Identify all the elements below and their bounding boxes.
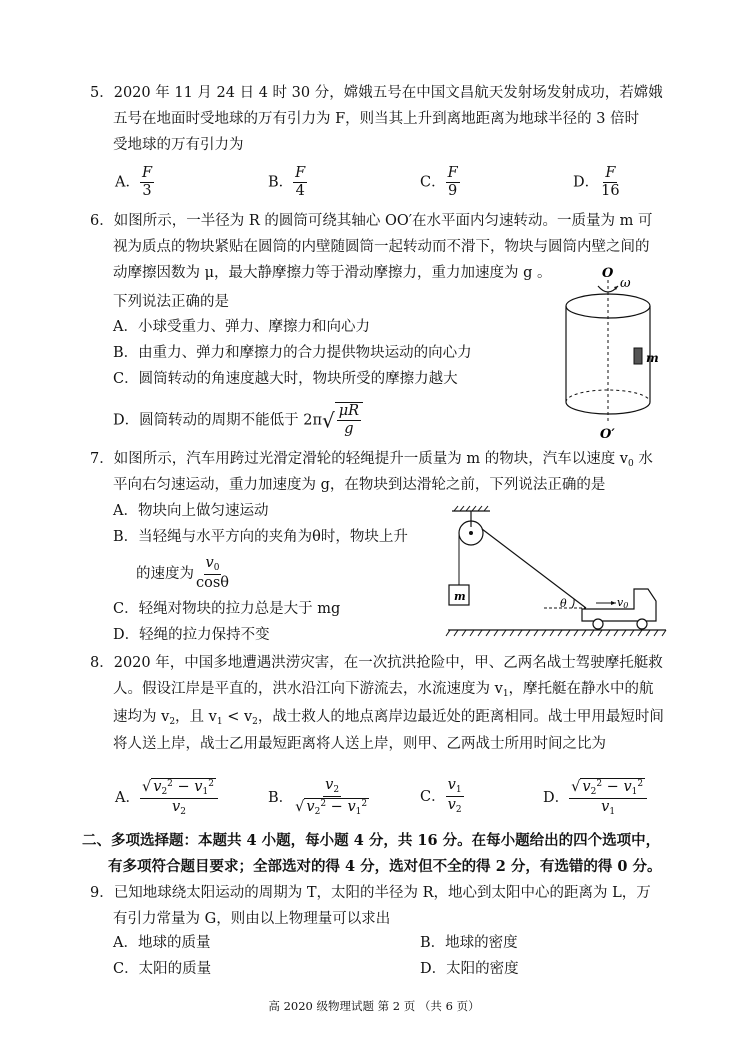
q9-option-a: A．地球的质量 (113, 935, 211, 951)
q8-line1: 8．2020 年，中国多地遭遇洪涝灾害，在一次抗洪抢险中，甲、乙两名战士驾驶摩托艇救 (90, 655, 663, 671)
q6-option-b: B．由重力、弹力和摩擦力的合力提供物块运动的向心力 (113, 345, 472, 361)
q7-option-a: A．物块向上做匀速运动 (113, 503, 269, 519)
q7-fig-label-m: m (454, 590, 466, 603)
q6-line4: 下列说法正确的是 (113, 294, 229, 310)
q5-option-d: D． $\frac{F}{16}$ (573, 165, 620, 200)
q9-line2: 有引力常量为 G，则由以上物理量可以求出 (113, 911, 391, 927)
q7-line1: 7．如图所示，汽车用跨过光滑定滑轮的轻绳提升一质量为 m 的物块，汽车以速度 $v_0$ 水 (90, 451, 653, 469)
q7-fig-label-theta: θ (560, 597, 567, 610)
section2-heading-line2: 有多项符合题目要求；全部选对的得 4 分，选对但不全的得 2 分，有选错的得 0 分。 (108, 858, 662, 875)
q9-option-c: C．太阳的质量 (113, 961, 212, 977)
q6-number: 6． (90, 213, 114, 229)
q5-number: 5． (90, 85, 114, 101)
q6-cylinder-figure (558, 262, 668, 442)
q7-rope (482, 529, 586, 608)
q9-number: 9． (90, 885, 114, 901)
q8-option-c: C． $\frac{v_1}{v_2}$ (420, 777, 462, 816)
q8-line4: 将人送上岸，战士乙用最短距离将人送上岸，则甲、乙两战士所用时间之比为 (113, 736, 606, 752)
q9-line1: 9．已知地球绕太阳运动的周期为 T，太阳的半径为 R，地心到太阳中心的距离为 L，万 (90, 885, 651, 901)
q9-option-d: D．太阳的密度 (420, 961, 519, 977)
section2-heading-line1: 二、多项选择题：本题共 4 小题，每小题 4 分，共 16 分。在每小题给出的四个选项中， (82, 832, 661, 849)
q8-option-d: D． $\frac{√ v_2^2 - v_1^2}{v_1}$ (543, 778, 647, 818)
q6-fig-label-o-prime: O′ (600, 427, 615, 442)
q6-line1: 6．如图所示，一半径为 R 的圆筒可绕其轴心 OO′在水平面内匀速转动。一质量为 m 可 (90, 213, 653, 229)
q5-line3: 受地球的万有引力为 (113, 137, 244, 153)
q8-option-a: A． $\frac{√ v_2^2 - v_1^2}{v_2}$ (115, 778, 218, 818)
q6-option-d: D．圆筒转动的周期不能低于 2π√ $\frac{\mu R}{g}$ (113, 402, 363, 437)
q5-line2: 五号在地面时受地球的万有引力为 F，则当其上升到离地距离为地球半径的 3 倍时 (113, 111, 640, 127)
q6-fig-label-o: O (602, 266, 614, 281)
q6-fig-label-m: m (646, 351, 659, 365)
q5-option-a: A． $\frac{F}{3}$ (115, 165, 153, 200)
q8-option-b: B． $\frac{v_2}{√ v_2^2 - v_1^2}$ (268, 777, 368, 818)
q5-option-c: C． $\frac{F}{9}$ (420, 165, 458, 200)
q7-option-c: C．轻绳对物块的拉力总是大于 mg (113, 601, 341, 617)
q7-option-b-line1: B．当轻绳与水平方向的夹角为θ时，物块上升 (113, 529, 408, 545)
q7-option-b-line2: 的速度为 $\frac{v_0}{\cos\theta}$ (136, 555, 230, 592)
q7-fig-label-v0: v0 (617, 596, 629, 610)
q8-line2: 人。假设江岸是平直的，洪水沿江向下游流去，水流速度为 $v_1$，摩托艇在静水中的航 (113, 681, 654, 699)
q6-line2: 视为质点的物块紧贴在圆筒的内壁随圆筒一起转动而不滑下，物块与圆筒内壁之间的 (113, 239, 650, 255)
q7-line2: 平向右匀速运动，重力加速度为 g，在物块到达滑轮之前，下列说法正确的是 (113, 477, 606, 493)
q6-line3: 动摩擦因数为 μ，最大静摩擦力等于滑动摩擦力，重力加速度为 g 。 (113, 265, 552, 281)
q5-line1: 5．2020 年 11 月 24 日 4 时 30 分，嫦娥五号在中国文昌航天发射场发射成功，若嫦娥 (90, 85, 663, 101)
q8-number: 8． (90, 655, 114, 671)
q6-block (634, 348, 642, 364)
q6-option-a: A．小球受重力、弹力、摩擦力和向心力 (113, 319, 370, 335)
q6-option-c: C．圆筒转动的角速度越大时，物块所受的摩擦力越大 (113, 371, 458, 387)
q7-number: 7． (90, 451, 114, 467)
q5-option-b: B． $\frac{F}{4}$ (268, 165, 306, 200)
q7-pulley-figure (444, 505, 670, 645)
q6-fig-label-omega: ω (620, 276, 631, 291)
q7-option-d: D．轻绳的拉力保持不变 (113, 627, 270, 643)
page-footer: 高 2020 级物理试题 第 2 页 （共 6 页） (268, 999, 480, 1013)
q9-option-b: B．地球的密度 (420, 935, 518, 951)
q8-line3: 速均为 $v_2$，且 $v_1 < v_2$，战士救人的地点离岸边最近处的距离相同。战士甲用最短时间 (113, 709, 664, 727)
